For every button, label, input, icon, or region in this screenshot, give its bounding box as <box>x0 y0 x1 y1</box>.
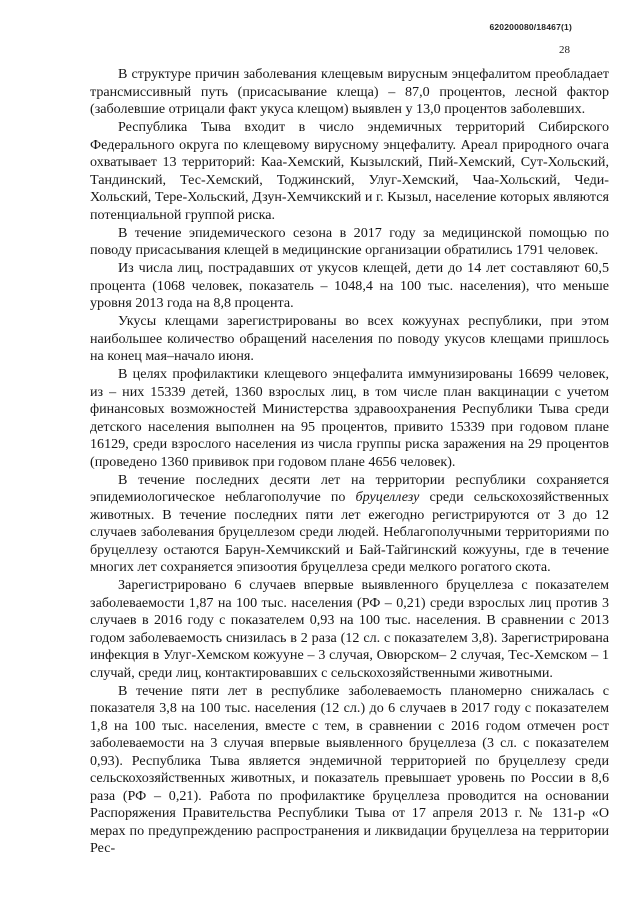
page-number: 28 <box>559 44 570 56</box>
paragraph <box>90 472 609 577</box>
paragraph: В течение эпидемического сезона в 2017 году за медицинской помощью по поводу присасывания клещей в медицинские организации обратились 1791 человек. <box>90 224 609 258</box>
body-text <box>90 66 609 858</box>
paragraph: В целях профилактики клещевого энцефалита иммунизированы 16699 человек, из – них 15339 детей, 1360 взрослых лиц, в том числе план вакцинации с учетом финансовых возможностей Министерства здравоохранения Республики Тыва среди детского населения выполнен на 95 процентов, привито 15339 при годовом плане 16129, среди взрослого населения из числа группы риска заражения на 29 процентов (проведено 1360 прививок при годовом плане 4656 человек). <box>90 366 609 470</box>
emphasis-term: бруцеллезу <box>355 489 420 505</box>
paragraph: Из числа лиц, пострадавших от укусов клещей, дети до 14 лет составляют 60,5 процента (1068 человек, показатель – 1048,4 на 100 тыс. населения), что меньше уровня 2013 года на 8,8 процента. <box>90 260 609 311</box>
paragraph: Зарегистрировано 6 случаев впервые выявленного бруцеллеза с показателем заболеваемости 1,87 на 100 тыс. населения (РФ – 0,21) среди взрослых лиц против 3 случаев в 2016 году с показателем 0,93 на 100 тыс. населения. В сравнении с 2013 годом заболеваемость снизилась в 2 раза (12 сл. с показателем 3,8). Зарегистрирована инфекция в Улуг-Хемском кожууне – 3 случая, Овюрском– 2 случая, Тес-Хемском – 1 случай, среди лиц, контактировавших с сельскохозяйственными животными. <box>90 577 609 681</box>
paragraph: В структуре причин заболевания клещевым вирусным энцефалитом преобладает трансмиссивный путь (присасывание клеща) – 87,0 процентов, лесной фактор (заболевшие отрицали факт укуса клещом) выявлен у 13,0 процентов заболевших. <box>90 66 609 117</box>
document-id: 620200080/18467(1) <box>489 22 572 32</box>
paragraph: Укусы клещами зарегистрированы во всех кожуунах республики, при этом наибольшее количество обращений населения по поводу укусов клещами пришлось на конец мая–начало июня. <box>90 313 609 364</box>
paragraph-text: среди сельскохозяйственных животных. В течение последних пяти лет ежегодно регистрируются от 3 до 12 случаев заболевания бруцеллезом среди людей. Неблагополучными территориями по бруцеллезу остаются Барун-Хемчикский и Бай-Тайгинский кожууны, где в течение многих лет сохраняется эпизоотия бруцеллеза среди мелкого рогатого скота. <box>90 489 609 575</box>
paragraph-text: В течение последних десяти лет на территории республики сохраняется эпидемиологическое неблагополучие по <box>90 471 609 505</box>
paragraph: В течение пяти лет в республике заболеваемость планомерно снижалась с показателя 3,8 на 100 тыс. населения (12 сл.) до 6 случаев в 2017 году с показателем 1,8 на 100 тыс. населения, вместе с тем, в сравнении с 2016 годом отмечен рост заболеваемости на 3 случая впервые выявленного бруцеллеза (3 сл. с показателем 0,93). Республика Тыва является эндемичной территорией по бруцеллезу среди сельскохозяйственных животных, и показатель превышает уровень по России в 8,6 раза (РФ – 0,21). Работа по профилактике бруцеллеза проводится на основании Распоряжения Правительства Республики Тыва от 17 апреля 2013 г. № 131-р «О мерах по предупреждению распространения и ликвидации бруцеллеза на территории Рес- <box>90 682 609 856</box>
paragraph: Республика Тыва входит в число эндемичных территорий Сибирского Федерального округа по клещевому вирусному энцефалиту. Ареал природного очага охватывает 13 территорий: Каа-Хемский, Кызылский, Пий-Хемский, Сут-Хольский, Тандинский, Тес-Хемский, Тоджинский, Улуг-Хемский, Чаа-Хольский, Чеди-Хольский, Тере-Хольский, Дзун-Хемчикский и г. Кызыл, население которых являются потенциальной группой риска. <box>90 119 609 223</box>
